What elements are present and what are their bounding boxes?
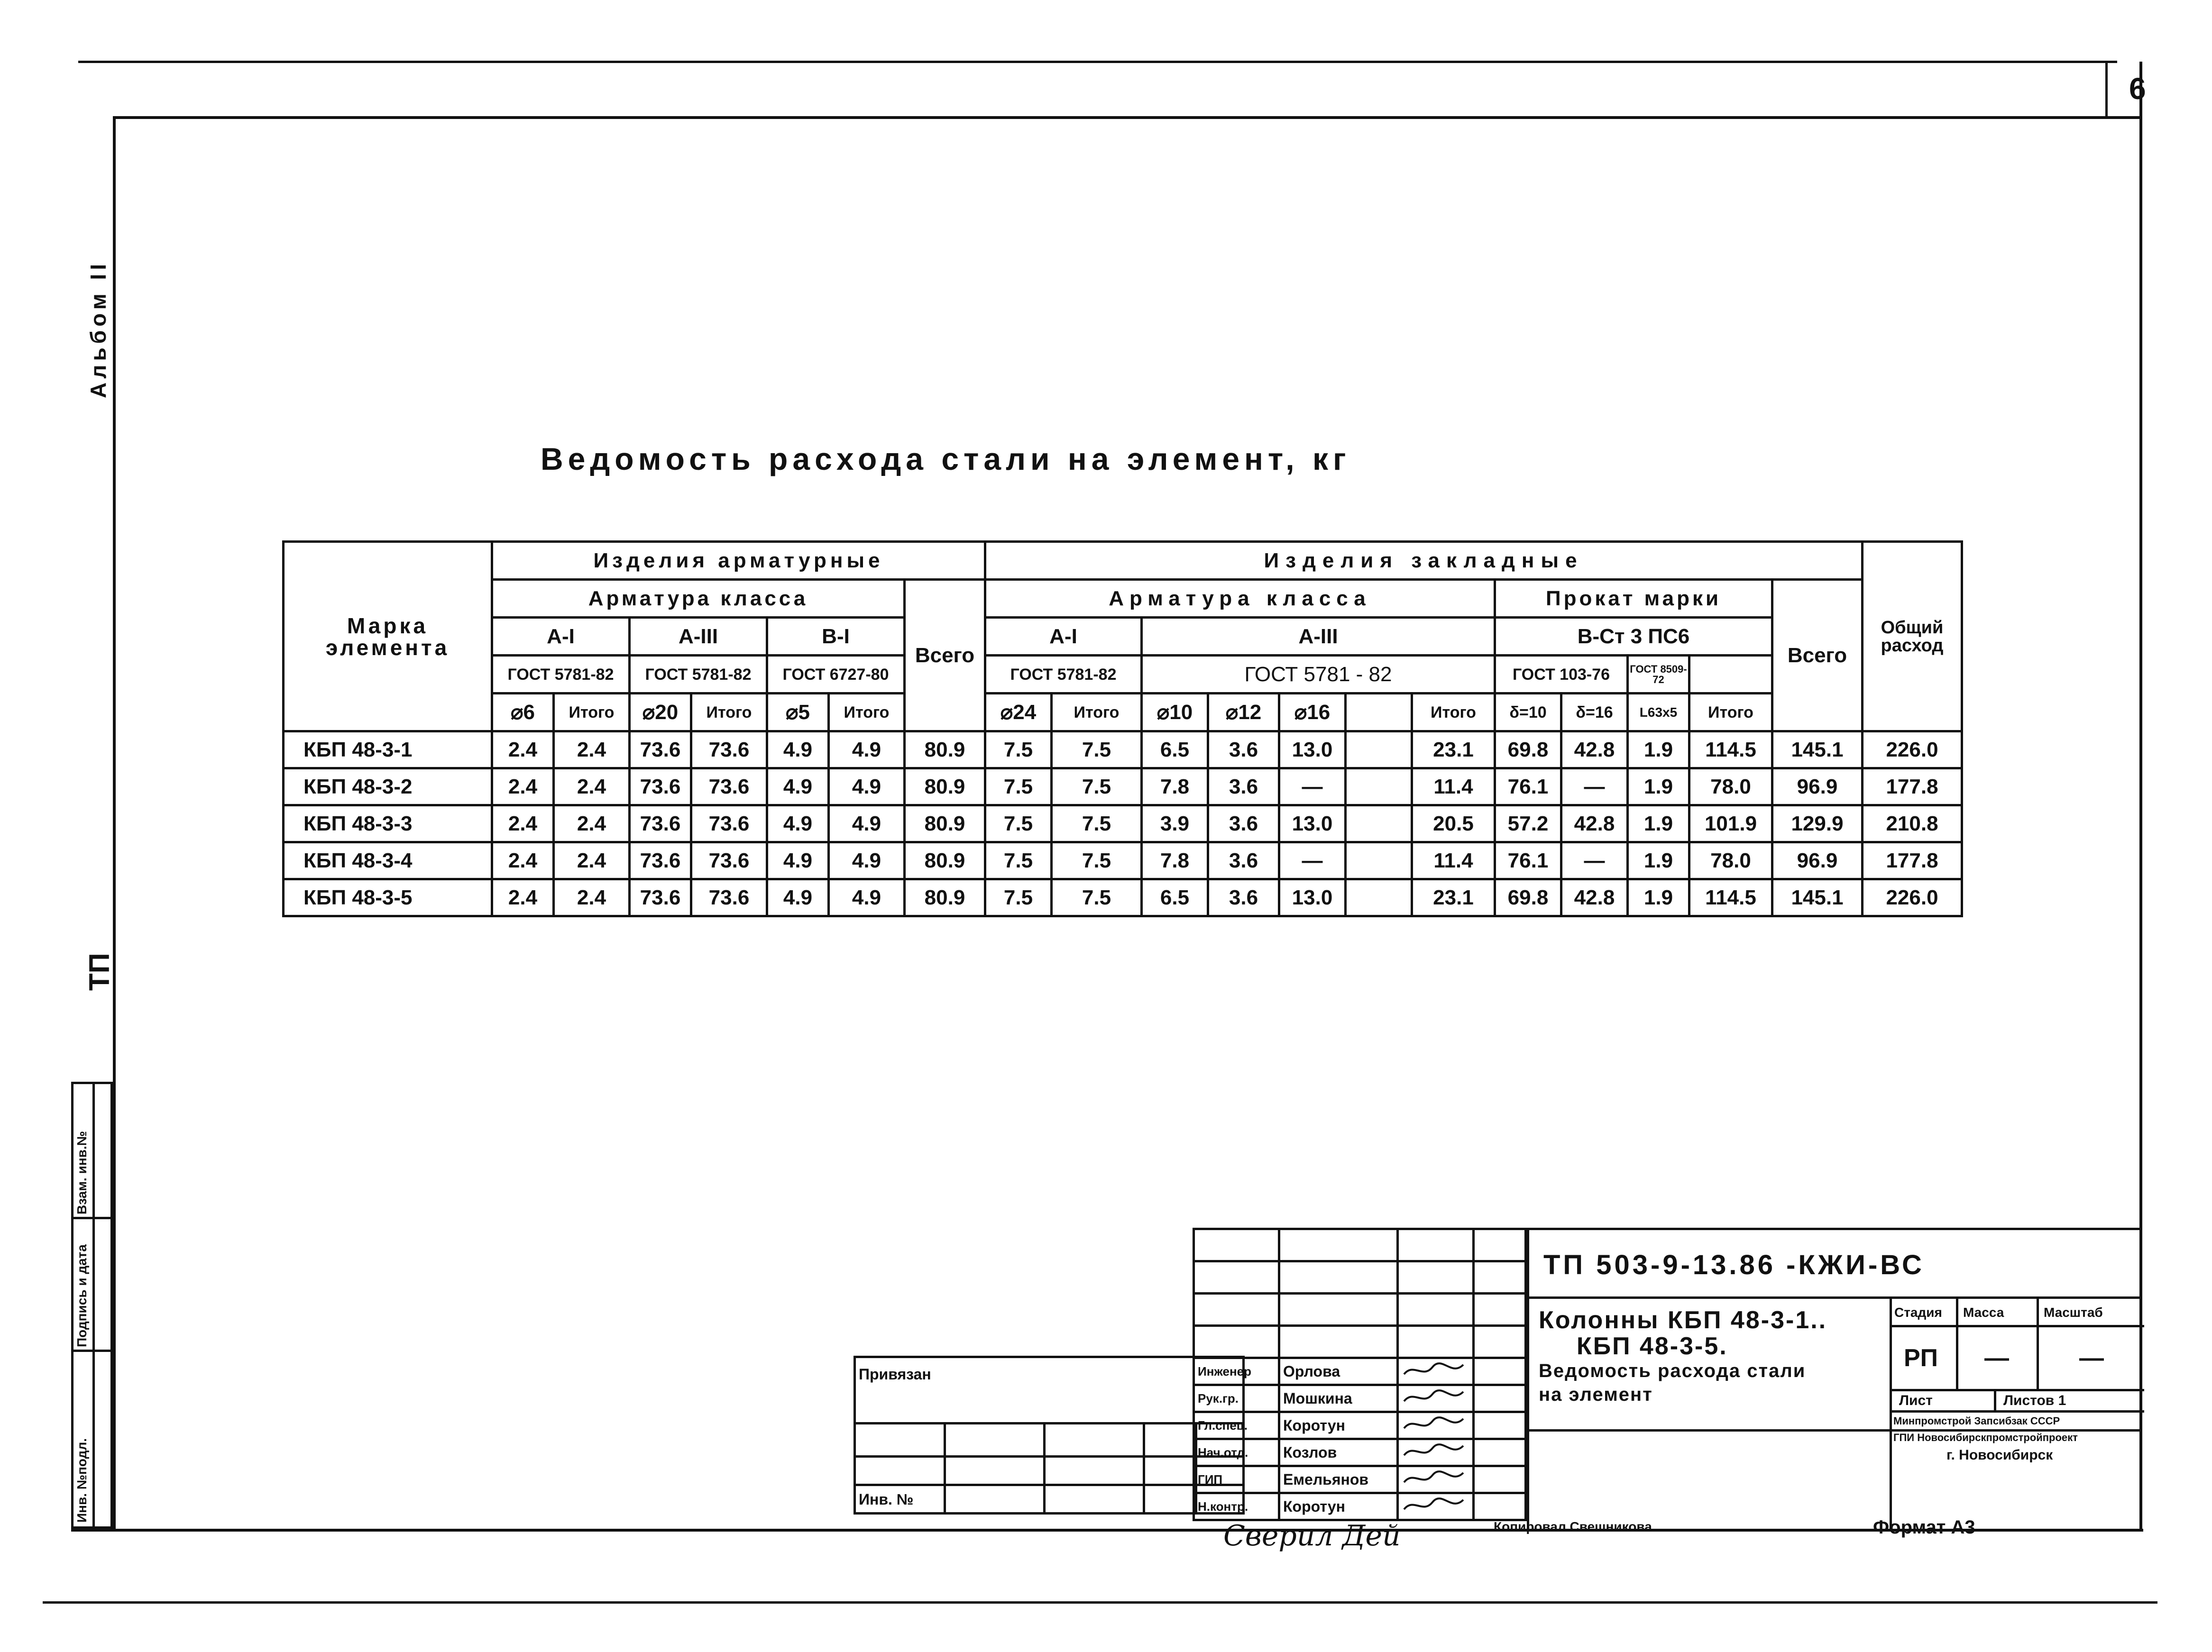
role-title: Инженер bbox=[1194, 1358, 1279, 1385]
podpis-data-label: Подпись и дата bbox=[74, 1244, 89, 1347]
header-armat-klassa-1: Арматура класса bbox=[492, 580, 905, 618]
title-block bbox=[1527, 1228, 2142, 1531]
role-date bbox=[1474, 1439, 1526, 1466]
header-vsego-1: Всего bbox=[905, 580, 985, 731]
signature-scribble-icon bbox=[1402, 1360, 1468, 1381]
gost-b1: ГОСТ 6727-80 bbox=[767, 656, 905, 694]
row-mark: КБП 48-3-4 bbox=[284, 842, 492, 879]
table-cell: 11.4 bbox=[1412, 768, 1495, 805]
checked-signature: Сверил Дей bbox=[1223, 1519, 1401, 1552]
signature-scribble-icon bbox=[1402, 1441, 1468, 1462]
table-cell: 210.8 bbox=[1863, 805, 1962, 842]
table-cell: 7.5 bbox=[1052, 731, 1142, 768]
list-label: Лист bbox=[1899, 1393, 1933, 1408]
header-a1: А-I bbox=[492, 618, 630, 656]
left-stamp bbox=[71, 1082, 113, 1529]
table-cell: 42.8 bbox=[1561, 731, 1628, 768]
org-line-2: ГПИ Новосибирскпромстройпроект bbox=[1893, 1432, 2078, 1443]
col-l63: L63x5 bbox=[1628, 694, 1689, 731]
table-cell: 80.9 bbox=[905, 768, 985, 805]
frame-left bbox=[113, 116, 116, 1531]
desc-line-4: на элемент bbox=[1539, 1384, 1653, 1405]
signature-scribble-icon bbox=[1402, 1468, 1468, 1489]
header-vst: В-Ст 3 ПС6 bbox=[1495, 618, 1772, 656]
table-cell: 2.4 bbox=[554, 731, 630, 768]
listov-label: Листов 1 bbox=[2003, 1393, 2066, 1408]
inv-podl-label: Инв. №подл. bbox=[74, 1438, 89, 1523]
col-itogo-3: Итого bbox=[829, 694, 905, 731]
table-cell: — bbox=[1561, 842, 1628, 879]
role-title: Н.контр. bbox=[1194, 1493, 1279, 1520]
table-cell: 20.5 bbox=[1412, 805, 1495, 842]
table-cell: 2.4 bbox=[554, 842, 630, 879]
role-row bbox=[1194, 1412, 1526, 1439]
copied-by: Копировал Свешникова bbox=[1494, 1519, 1652, 1534]
table-cell: 226.0 bbox=[1863, 731, 1962, 768]
table-cell: 7.5 bbox=[1052, 768, 1142, 805]
table-cell: 73.6 bbox=[691, 731, 767, 768]
table-cell: 73.6 bbox=[630, 842, 691, 879]
table-cell: 2.4 bbox=[492, 731, 554, 768]
table-cell: 7.5 bbox=[985, 879, 1052, 916]
role-name: Козлов bbox=[1279, 1439, 1398, 1466]
massa-value: — bbox=[1984, 1344, 2009, 1372]
role-signature bbox=[1398, 1412, 1474, 1439]
inv-no-label: Инв. № bbox=[855, 1485, 945, 1514]
table-cell: 96.9 bbox=[1772, 768, 1863, 805]
vzam-inv-label: Взам. инв.№ bbox=[74, 1131, 89, 1214]
role-title: Рук.гр. bbox=[1194, 1385, 1279, 1412]
table-cell: 69.8 bbox=[1495, 731, 1561, 768]
page-title: Ведомость расхода стали на элемент, кг bbox=[541, 441, 1351, 476]
role-row bbox=[1194, 1385, 1526, 1412]
table-cell: 129.9 bbox=[1772, 805, 1863, 842]
gost-a3-2: ГОСТ 5781 - 82 bbox=[1142, 656, 1495, 694]
table-cell: 13.0 bbox=[1279, 805, 1346, 842]
role-row bbox=[1194, 1358, 1526, 1385]
table-cell: 2.4 bbox=[554, 768, 630, 805]
roles-block bbox=[1193, 1357, 1527, 1521]
signature-scribble-icon bbox=[1402, 1414, 1468, 1435]
header-prokat: Прокат марки bbox=[1495, 580, 1772, 618]
tp-label: ТП bbox=[83, 953, 115, 991]
table-cell: 57.2 bbox=[1495, 805, 1561, 842]
header-armat-izd: Изделия арматурные bbox=[492, 542, 985, 580]
col-d12: ⌀12 bbox=[1208, 694, 1279, 731]
header-armat-klassa-2: Арматура класса bbox=[985, 580, 1495, 618]
table-cell bbox=[1346, 842, 1412, 879]
table-cell: 2.4 bbox=[492, 879, 554, 916]
desc-line-3: Ведомость расхода стали bbox=[1539, 1360, 1806, 1381]
table-cell bbox=[1346, 805, 1412, 842]
table-row bbox=[284, 879, 1962, 916]
project-code: ТП 503-9-13.86 -КЖИ-ВС bbox=[1543, 1250, 1925, 1280]
table-cell: 4.9 bbox=[829, 842, 905, 879]
table-cell: 114.5 bbox=[1689, 879, 1772, 916]
table-row bbox=[284, 805, 1962, 842]
role-name: Орлова bbox=[1279, 1358, 1398, 1385]
steel-table bbox=[282, 540, 1963, 917]
privyazan-label: Привязан bbox=[855, 1357, 1244, 1390]
table-cell: 3.9 bbox=[1142, 805, 1208, 842]
col-delta16: δ=16 bbox=[1561, 694, 1628, 731]
table-cell: 7.8 bbox=[1142, 768, 1208, 805]
table-cell: 80.9 bbox=[905, 842, 985, 879]
page-number-divider bbox=[2105, 61, 2108, 118]
role-title: Нач.отд. bbox=[1194, 1439, 1279, 1466]
table-cell: 3.6 bbox=[1208, 731, 1279, 768]
signatures-block bbox=[1193, 1228, 1527, 1358]
desc-line-2: КБП 48-3-5. bbox=[1577, 1333, 1728, 1360]
table-cell: 76.1 bbox=[1495, 768, 1561, 805]
table-cell: 177.8 bbox=[1863, 768, 1962, 805]
masshtab-value: — bbox=[2079, 1344, 2104, 1372]
table-row bbox=[284, 768, 1962, 805]
role-title: ГИП bbox=[1194, 1466, 1279, 1493]
table-cell: 145.1 bbox=[1772, 879, 1863, 916]
table-cell: 4.9 bbox=[829, 768, 905, 805]
role-date bbox=[1474, 1466, 1526, 1493]
col-d10: ⌀10 bbox=[1142, 694, 1208, 731]
table-cell: 4.9 bbox=[767, 842, 829, 879]
row-mark: КБП 48-3-5 bbox=[284, 879, 492, 916]
role-signature bbox=[1398, 1439, 1474, 1466]
table-cell: 23.1 bbox=[1412, 879, 1495, 916]
role-title: Гл.спец. bbox=[1194, 1412, 1279, 1439]
header-total-all: Общий расход bbox=[1863, 542, 1962, 731]
role-signature bbox=[1398, 1358, 1474, 1385]
signature-scribble-icon bbox=[1402, 1495, 1468, 1516]
table-cell: 23.1 bbox=[1412, 731, 1495, 768]
table-cell: 80.9 bbox=[905, 731, 985, 768]
table-cell: 78.0 bbox=[1689, 842, 1772, 879]
privyazan-block bbox=[854, 1356, 1245, 1515]
col-d24: ⌀24 bbox=[985, 694, 1052, 731]
table-cell: 6.5 bbox=[1142, 731, 1208, 768]
table-cell: 73.6 bbox=[630, 879, 691, 916]
table-cell: 73.6 bbox=[630, 805, 691, 842]
table-cell: 1.9 bbox=[1628, 805, 1689, 842]
table-cell: 13.0 bbox=[1279, 731, 1346, 768]
col-itogo-1: Итого bbox=[554, 694, 630, 731]
row-mark: КБП 48-3-2 bbox=[284, 768, 492, 805]
col-delta10: δ=10 bbox=[1495, 694, 1561, 731]
role-row bbox=[1194, 1466, 1526, 1493]
header-a3-2: А-III bbox=[1142, 618, 1495, 656]
role-signature bbox=[1398, 1493, 1474, 1520]
table-cell: 7.5 bbox=[1052, 879, 1142, 916]
table-cell: 4.9 bbox=[829, 731, 905, 768]
table-cell: 11.4 bbox=[1412, 842, 1495, 879]
gost-a3: ГОСТ 5781-82 bbox=[630, 656, 767, 694]
table-cell: 7.5 bbox=[1052, 805, 1142, 842]
header-b1: В-I bbox=[767, 618, 905, 656]
col-itogo-5: Итого bbox=[1412, 694, 1495, 731]
table-cell: 1.9 bbox=[1628, 842, 1689, 879]
col-itogo-2: Итого bbox=[691, 694, 767, 731]
table-cell: — bbox=[1561, 768, 1628, 805]
masshtab-label: Масштаб bbox=[2044, 1305, 2103, 1320]
role-date bbox=[1474, 1412, 1526, 1439]
table-cell: 7.5 bbox=[985, 768, 1052, 805]
table-cell: 2.4 bbox=[492, 768, 554, 805]
role-date bbox=[1474, 1358, 1526, 1385]
role-name: Коротун bbox=[1279, 1493, 1398, 1520]
header-zaklad-izd: Изделия закладные bbox=[985, 542, 1863, 580]
table-cell: 2.4 bbox=[554, 805, 630, 842]
table-cell: 73.6 bbox=[691, 768, 767, 805]
col-blank bbox=[1346, 694, 1412, 731]
col-d6: ⌀6 bbox=[492, 694, 554, 731]
gost-a1-2: ГОСТ 5781-82 bbox=[985, 656, 1142, 694]
role-row bbox=[1194, 1439, 1526, 1466]
col-d20: ⌀20 bbox=[630, 694, 691, 731]
table-cell: 42.8 bbox=[1561, 879, 1628, 916]
table-cell: 80.9 bbox=[905, 805, 985, 842]
table-cell: 73.6 bbox=[691, 842, 767, 879]
table-cell: 145.1 bbox=[1772, 731, 1863, 768]
table-cell: 4.9 bbox=[829, 879, 905, 916]
signature-scribble-icon bbox=[1402, 1387, 1468, 1408]
format-label: Формат А3 bbox=[1873, 1517, 1975, 1538]
table-cell: — bbox=[1279, 768, 1346, 805]
table-cell: 4.9 bbox=[829, 805, 905, 842]
header-a3: А-III bbox=[630, 618, 767, 656]
org-line-3: г. Новосибирск bbox=[1946, 1447, 2053, 1463]
role-date bbox=[1474, 1385, 1526, 1412]
table-cell: — bbox=[1279, 842, 1346, 879]
col-itogo-6: Итого bbox=[1689, 694, 1772, 731]
table-cell: 3.6 bbox=[1208, 805, 1279, 842]
page-number: 6 bbox=[2129, 72, 2146, 106]
table-cell: 1.9 bbox=[1628, 731, 1689, 768]
role-signature bbox=[1398, 1385, 1474, 1412]
table-cell: 4.9 bbox=[767, 805, 829, 842]
table-cell: 101.9 bbox=[1689, 805, 1772, 842]
table-cell: 42.8 bbox=[1561, 805, 1628, 842]
table-cell: 76.1 bbox=[1495, 842, 1561, 879]
table-cell: 3.6 bbox=[1208, 842, 1279, 879]
table-cell: 2.4 bbox=[492, 805, 554, 842]
col-d5: ⌀5 bbox=[767, 694, 829, 731]
table-cell: 4.9 bbox=[767, 731, 829, 768]
table-cell: 7.5 bbox=[985, 805, 1052, 842]
gost-a1: ГОСТ 5781-82 bbox=[492, 656, 630, 694]
table-cell: 7.5 bbox=[985, 731, 1052, 768]
table-cell: 3.6 bbox=[1208, 879, 1279, 916]
table-row bbox=[284, 842, 1962, 879]
album-label: Альбом II bbox=[86, 260, 110, 398]
role-name: Емельянов bbox=[1279, 1466, 1398, 1493]
header-a1-2: А-I bbox=[985, 618, 1142, 656]
table-cell: 177.8 bbox=[1863, 842, 1962, 879]
stadia-label: Стадия bbox=[1894, 1305, 1942, 1320]
stadia-value: РП bbox=[1904, 1344, 1938, 1372]
table-cell: 69.8 bbox=[1495, 879, 1561, 916]
table-cell bbox=[1346, 879, 1412, 916]
table-cell: 4.9 bbox=[767, 879, 829, 916]
table-cell bbox=[1346, 768, 1412, 805]
row-mark: КБП 48-3-1 bbox=[284, 731, 492, 768]
gost-blank bbox=[1689, 656, 1772, 694]
org-line-1: Минпромстрой Запсибзак СССР bbox=[1893, 1415, 2060, 1427]
frame-top bbox=[113, 116, 2142, 119]
table-cell: 96.9 bbox=[1772, 842, 1863, 879]
table-cell: 114.5 bbox=[1689, 731, 1772, 768]
table-cell: 4.9 bbox=[767, 768, 829, 805]
table-cell: 1.9 bbox=[1628, 768, 1689, 805]
role-name: Коротун bbox=[1279, 1412, 1398, 1439]
header-mark: Марка элемента bbox=[284, 542, 492, 731]
header-vsego-2: Всего bbox=[1772, 580, 1863, 731]
col-d16: ⌀16 bbox=[1279, 694, 1346, 731]
table-cell: 78.0 bbox=[1689, 768, 1772, 805]
table-cell: 73.6 bbox=[691, 879, 767, 916]
desc-line-1: Колонны КБП 48-3-1.. bbox=[1539, 1306, 1827, 1334]
bottom-rule bbox=[43, 1601, 2157, 1604]
table-row bbox=[284, 731, 1962, 768]
table-cell: 7.8 bbox=[1142, 842, 1208, 879]
top-rule bbox=[78, 61, 2117, 63]
table-cell: 1.9 bbox=[1628, 879, 1689, 916]
table-cell: 13.0 bbox=[1279, 879, 1346, 916]
table-cell: 7.5 bbox=[1052, 842, 1142, 879]
table-cell: 6.5 bbox=[1142, 879, 1208, 916]
table-cell: 7.5 bbox=[985, 842, 1052, 879]
massa-label: Масса bbox=[1963, 1305, 2004, 1320]
table-cell bbox=[1346, 731, 1412, 768]
table-cell: 3.6 bbox=[1208, 768, 1279, 805]
role-name: Мошкина bbox=[1279, 1385, 1398, 1412]
gost-103: ГОСТ 103-76 bbox=[1495, 656, 1628, 694]
table-cell: 73.6 bbox=[630, 768, 691, 805]
table-cell: 80.9 bbox=[905, 879, 985, 916]
row-mark: КБП 48-3-3 bbox=[284, 805, 492, 842]
col-itogo-4: Итого bbox=[1052, 694, 1142, 731]
table-cell: 2.4 bbox=[492, 842, 554, 879]
role-signature bbox=[1398, 1466, 1474, 1493]
role-row bbox=[1194, 1493, 1526, 1520]
table-cell: 226.0 bbox=[1863, 879, 1962, 916]
table-cell: 2.4 bbox=[554, 879, 630, 916]
gost-8509: ГОСТ 8509-72 bbox=[1628, 656, 1689, 694]
table-cell: 73.6 bbox=[691, 805, 767, 842]
table-cell: 73.6 bbox=[630, 731, 691, 768]
role-date bbox=[1474, 1493, 1526, 1520]
